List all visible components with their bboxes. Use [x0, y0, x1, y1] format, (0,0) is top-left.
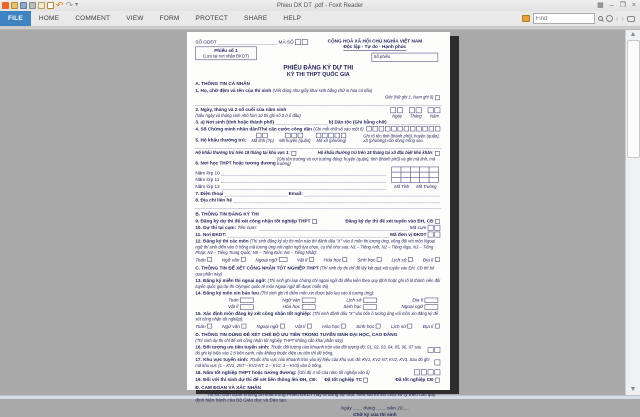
id-box[interactable]: [385, 126, 390, 131]
month-box[interactable]: [409, 107, 415, 113]
dotted-line[interactable]: [304, 192, 439, 196]
reserved-score-row-1: [195, 297, 441, 303]
subject-label: Lịch sử: [391, 257, 407, 263]
unit-code-box[interactable]: [435, 232, 441, 238]
pdf-page[interactable]: [187, 32, 450, 417]
reserve-label: Ngữ văn: [282, 297, 301, 303]
grad-year-box[interactable]: [428, 369, 434, 375]
window-title: Phieu DK DT .pdf - Foxit Reader: [276, 2, 364, 9]
subject-box[interactable]: [307, 324, 312, 329]
section-c-note: (Thí sinh dự thi chỉ để lấy kết quả xét tuyển vào ĐH, CĐ thì bỏ qua phần này): [195, 266, 435, 277]
month-box[interactable]: [416, 107, 422, 113]
search-icon[interactable]: [598, 16, 603, 21]
subject-label: Địa lí: [422, 257, 434, 263]
id-box[interactable]: [416, 126, 421, 131]
score-box[interactable]: [302, 304, 316, 309]
reserve-label: Hóa học: [282, 303, 301, 310]
layout-grid-icon[interactable]: ▦: [597, 2, 604, 9]
year-box[interactable]: [435, 107, 441, 113]
reserved-score-row-2: [195, 304, 441, 310]
quick-access-toolbar: [0, 2, 78, 9]
item8-label: 8. Địa chỉ liên hệ: [195, 197, 232, 203]
item15-note: (Thí sinh đánh dấu "X" vào bốn ô tương ứng với môn xin đăng ký để xét công nhận tốt nghiệp):: [195, 311, 439, 322]
subject-box[interactable]: [207, 324, 212, 329]
grade11-label: Năm lớp 11: [195, 177, 220, 183]
subject-box[interactable]: [435, 257, 440, 262]
dotted-line[interactable]: [225, 192, 287, 196]
id-box[interactable]: [435, 126, 440, 131]
subject-box[interactable]: [435, 324, 440, 329]
subject-box[interactable]: [341, 324, 346, 329]
item1-note: (Viết đúng như giấy khai sinh bằng chữ in hoa có dấu): [272, 88, 373, 93]
new-document-icon[interactable]: [47, 2, 54, 9]
subject-label: Vật lí: [296, 257, 308, 263]
subject-box[interactable]: [408, 324, 413, 329]
id-number-boxes: [366, 126, 441, 132]
commune-code-label: Mã xã (phường): [316, 138, 347, 144]
id-box[interactable]: [429, 126, 434, 131]
reserve-label: Địa lí: [412, 297, 424, 303]
reserve-label: Lịch sử: [346, 297, 362, 303]
section-a-heading: A. THÔNG TIN CÁ NHÂN: [195, 80, 250, 87]
id-box[interactable]: [423, 126, 428, 131]
qat-dropdown-icon[interactable]: ▾: [75, 2, 79, 8]
date-line: Ngày ....... tháng ....... năm 20.....: [340, 405, 409, 411]
scrollbar-thumb[interactable]: [627, 40, 640, 158]
item18-label: 18. Năm tốt nghiệp THPT hoặc tương đương:: [195, 370, 297, 376]
subject-box[interactable]: [241, 257, 246, 262]
school-code-cell[interactable]: [429, 177, 439, 183]
province-box[interactable]: [263, 133, 268, 138]
province-code-label: Mã tỉnh (Tp): [251, 138, 274, 144]
subject-box[interactable]: [309, 257, 314, 262]
dotted-line: [218, 41, 277, 45]
subject-label: Ngữ văn: [222, 323, 240, 329]
id-box[interactable]: [404, 126, 409, 131]
phieu-so-note: (Lưu tại nơi nhận ĐKDT): [203, 53, 249, 59]
item11-label: 11. Nơi ĐKDT:: [195, 231, 227, 237]
item6-note: (Ghi tên trường và nơi trường đóng: huyện (quận), tỉnh (thành phố) và ghi mã tỉnh, mã trường): [277, 156, 436, 167]
district-code-group: [279, 133, 310, 143]
unit-code-label: Mã đơn vị ĐKDT: [390, 231, 427, 237]
year-label: Năm: [430, 113, 439, 119]
subject-box[interactable]: [207, 257, 212, 262]
year-group: [428, 107, 442, 118]
dotted-line[interactable]: [276, 121, 328, 125]
section-b-heading: B. THÔNG TIN ĐĂNG KÝ THI: [195, 211, 259, 217]
tab-file[interactable]: FILE: [0, 11, 31, 26]
id-box[interactable]: [410, 126, 415, 131]
dotted-line[interactable]: [388, 121, 440, 125]
cd-grad-label: Đã tốt nghiệp CĐ: [395, 376, 434, 382]
cluster-code-box[interactable]: [428, 225, 434, 231]
item19-label: 19. Đối với thí sinh dự thi để xét liên thông lên ĐH, CĐ:: [195, 376, 318, 382]
section-d-note: (Thí sinh dự thi chỉ để xét công nhận tốt nghiệp THPT không cần khai phần này): [195, 338, 343, 343]
title-bar: [0, 0, 640, 11]
form-title-line2: KỲ THI THPT QUỐC GIA: [286, 71, 350, 78]
item13-label: 13. Đăng ký miễn thi ngoại ngữ:: [195, 277, 267, 284]
admission-purpose-box[interactable]: [435, 219, 440, 224]
commune-box[interactable]: [328, 133, 333, 138]
month-group: [409, 107, 423, 118]
dotted-line[interactable]: [221, 179, 386, 183]
score-box[interactable]: [240, 304, 254, 309]
subject-label: Ngoại ngữ: [255, 257, 278, 263]
item7-label: 7. Điện thoại: [195, 190, 224, 196]
item12-label: 12. Đăng ký thi các môn: [195, 238, 249, 244]
find-input[interactable]: [533, 13, 595, 24]
priority-box[interactable]: [428, 347, 434, 353]
item1-label: 1. Họ, chữ đệm và tên của thí sinh: [195, 87, 272, 93]
print-icon[interactable]: [29, 2, 36, 9]
tab-form[interactable]: FORM: [159, 15, 180, 22]
subject-checkbox-row-15: [195, 324, 441, 330]
dotted-line[interactable]: [259, 226, 409, 230]
subject-label: Hóa học: [322, 323, 340, 329]
restore-button[interactable]: ❐: [619, 2, 626, 9]
item9b-label: Đăng ký dự thi để xét tuyển vào ĐH, CĐ: [345, 218, 434, 224]
commune-box[interactable]: [341, 133, 346, 138]
minimize-button[interactable]: –: [609, 2, 614, 9]
subject-label: Vật lí: [294, 323, 306, 329]
dotted-line[interactable]: [221, 185, 386, 189]
undo-icon[interactable]: ↶: [56, 0, 64, 10]
find-options-icon[interactable]: [606, 15, 613, 22]
item17-label: 17. Khu vực tuyển sinh:: [195, 357, 249, 363]
code-box[interactable]: [295, 39, 301, 45]
item9a-label: 9. Đăng ký dự thi để xét công nhận tốt nghiệp THPT: [195, 218, 311, 224]
dotted-line[interactable]: [228, 233, 389, 237]
subject-label: Toán: [195, 323, 206, 329]
subject-box[interactable]: [377, 257, 382, 262]
district-box[interactable]: [298, 133, 303, 138]
item10-label: 10. Dự thi tại cụm:: [195, 224, 237, 231]
score-box[interactable]: [425, 298, 439, 303]
id-box[interactable]: [391, 126, 396, 131]
tab-comment[interactable]: COMMENT: [75, 15, 111, 22]
commune-box[interactable]: [316, 133, 321, 138]
so-phieu-label: Số phiếu: [373, 54, 391, 60]
subject-box[interactable]: [408, 257, 413, 262]
subject-checkbox-row-12: [195, 257, 441, 263]
item2-note: (Nếu ngày và tháng sinh nhỏ hơn 10 thì ghi số 0 ở ô đầu): [195, 113, 301, 118]
grad-year-box[interactable]: [421, 369, 427, 375]
district-code-label: Mã huyện (quận): [279, 138, 311, 144]
reserve-label: Sinh học: [343, 303, 362, 310]
open-file-icon[interactable]: [11, 2, 18, 9]
redo-icon[interactable]: ↷: [65, 0, 74, 10]
scroll-down-icon[interactable]: ▼: [629, 386, 637, 393]
school-code-grid: [392, 167, 441, 189]
tab-home[interactable]: HOME: [38, 15, 60, 22]
province-code-group: [251, 133, 273, 143]
item6-label: 6. Nơi học THPT hoặc tương đương: [195, 160, 276, 166]
item13-note: (Thí sinh ghi loại chứng chỉ ngoại ngữ đủ điều kiện theo quy định hoặc ghi rõ là thành viên đội tuyển quốc gia dự thi Olympic quốc tế môn Ngoại ngữ để được miễn thi): [195, 278, 441, 289]
reserve-label: Ngoại ngữ: [401, 303, 424, 310]
grade10-label: Năm lớp 10: [195, 170, 220, 176]
so-gddt-label: SỐ GDĐT: [195, 39, 217, 45]
subject-box[interactable]: [242, 324, 247, 329]
province-box[interactable]: [256, 133, 261, 138]
item4-label: 4. Số Chứng minh nhân dân/Thẻ căn cước công dân: [195, 126, 313, 132]
name-entry-line[interactable]: [195, 101, 441, 106]
document-canvas[interactable]: [0, 30, 640, 417]
id-box[interactable]: [398, 126, 403, 131]
search-folder-icon[interactable]: [522, 15, 530, 22]
item5-note: Ghi rõ tên tỉnh (thành phố), huyện (quận), xã (phường) vào dòng trống sau: [363, 133, 440, 144]
form-title-line1: PHIẾU ĐĂNG KÝ DỰ THI: [283, 64, 354, 71]
subject-label: Toán: [195, 257, 206, 263]
national-motto-1: CỘNG HOÀ XÃ HỘI CHỦ NGHĨA VIỆT NAM: [327, 38, 423, 44]
ribbon-tab-bar: [0, 11, 640, 27]
province-code-header: Mã Tỉnh: [394, 184, 410, 190]
score-box[interactable]: [240, 298, 254, 303]
find-previous-icon[interactable]: ‹: [615, 13, 619, 23]
tab-view[interactable]: VIEW: [126, 15, 144, 22]
subject-label: Hóa học: [323, 257, 342, 263]
reserve-label: Vật lí: [227, 303, 239, 310]
commune-box[interactable]: [322, 133, 327, 138]
item14-note: (Thí sinh ghi rõ điểm môn xin được bảo lưu vào ô tương ứng):: [260, 290, 375, 296]
contact-entry-line[interactable]: [195, 204, 441, 209]
item3a-label: 3. a) Nơi sinh (tỉnh hoặc thành phố): [195, 119, 275, 125]
subject-label: Ngoại ngữ: [256, 323, 279, 329]
item17-note: Thuộc khu vực nào khoanh tròn vào ký hiệu của khu vực đó: KV1, KV2-NT, KV2, KV3. Sau đó ghi mã khu vực (1 – KV1, 2NT – KV2-NT, 2 – KV2, 3 – KV3) vào ô trống.: [195, 357, 430, 368]
subject-box[interactable]: [280, 324, 285, 329]
id-box[interactable]: [373, 126, 378, 131]
tab-help[interactable]: HELP: [283, 15, 302, 22]
unit-code-box[interactable]: [428, 232, 434, 238]
dotted-line[interactable]: [234, 199, 440, 203]
item12-note: (Thí sinh đăng ký dự thi môn nào thì đánh dấu "X" vào ô môn thi tương ứng, riêng đối với môn Ngoại ngữ thí sinh điền vào ô trống mã tương ứng với ngôn ngữ lựa chọn, cụ thể như sau: N1 – Tiếng Anh, N2 – Tiếng Nga, N3 – Tiếng Pháp; N4 – Tiếng Trung Quốc; N5 – Tiếng Đức; N6 – Tiếng Nhật):: [195, 238, 435, 256]
find-next-icon[interactable]: ›: [621, 13, 624, 23]
ma-so-label: MÃ SỐ: [278, 39, 294, 45]
subject-label: Địa lí: [422, 323, 434, 329]
section-e-heading: Đ. CAM ĐOAN VÀ XÁC NHẬN: [195, 385, 261, 391]
grad-year-box[interactable]: [435, 369, 441, 375]
residence-zone1-label: Hộ khẩu thường trú trên 18 tháng tại khu vực 1:: [195, 150, 290, 156]
save-icon[interactable]: [20, 2, 27, 9]
dotted-line[interactable]: [221, 172, 386, 176]
tc-grad-box[interactable]: [364, 378, 369, 383]
vertical-scrollbar[interactable]: [625, 30, 640, 395]
close-button[interactable]: ×: [631, 2, 636, 9]
district-box[interactable]: [292, 133, 297, 138]
commune-code-group: [316, 133, 347, 143]
foxit-logo-icon[interactable]: [2, 2, 9, 9]
tab-protect[interactable]: PROTECT: [195, 15, 229, 22]
gender-label: Giới (Nữ ghi 1, Nam ghi 0): [384, 94, 434, 100]
item2-label: 2. Ngày, tháng và 2 số cuối của năm sinh: [195, 106, 287, 113]
cluster-name-label: Tên cụm:: [237, 224, 257, 231]
subject-label: Sinh học: [357, 257, 376, 263]
residence-zone1-box[interactable]: [291, 151, 296, 156]
score-box[interactable]: [302, 298, 316, 303]
signature-label: Chữ ký của thí sinh: [353, 411, 397, 417]
address-entry-line[interactable]: [195, 144, 441, 149]
section-d-heading: D. THÔNG TIN DÙNG ĐỂ XÉT CHẾ ĐỘ ƯU TIÊN TRONG TUYỂN SINH ĐẠI HỌC, CAO ĐẲNG: [195, 332, 398, 338]
item15-label: 15. Xác định môn đăng ký xét công nhận tốt nghiệp:: [195, 310, 312, 316]
priority-box[interactable]: [435, 347, 441, 353]
graduation-purpose-box[interactable]: [312, 219, 317, 224]
day-box[interactable]: [397, 107, 403, 113]
day-box[interactable]: [390, 107, 396, 113]
comment-bubble-icon[interactable]: [627, 16, 635, 22]
email-label: Email:: [288, 190, 303, 196]
phieu-so-box: [195, 47, 256, 61]
score-box[interactable]: [363, 298, 377, 303]
district-box[interactable]: [285, 133, 290, 138]
subject-label: Lịch sử: [390, 323, 407, 329]
email-icon[interactable]: [38, 2, 45, 9]
subject-label: Ngữ văn: [221, 257, 240, 263]
tc-grad-label: Đã tốt nghiệp TC: [324, 376, 362, 382]
id-box[interactable]: [379, 126, 384, 131]
code-box[interactable]: [302, 39, 308, 45]
region-box[interactable]: [435, 360, 441, 366]
year-box[interactable]: [428, 107, 434, 113]
reserve-label: Toán: [228, 297, 239, 303]
grade12-label: Năm lớp 12: [195, 183, 220, 190]
subject-box[interactable]: [376, 324, 381, 329]
item16-label: 16. Đối tượng ưu tiên tuyển sinh:: [195, 344, 270, 350]
item16-note: Thuộc đối tượng nào khoanh tròn vào đối tượng đó: 01, 02, 03, 04, 05, 06, 07 sau đó ghi ký hiệu vào 2 ô bên cạnh, nếu không thuộc diện ưu tiên thì để trống.: [195, 345, 422, 356]
phieu-so-title: Phiếu số 1: [214, 47, 238, 53]
day-label: Ngày: [392, 113, 402, 119]
item18-note: (Ghi đủ 4 số của năm tốt nghiệp vào ô): [297, 370, 370, 376]
subject-box[interactable]: [279, 257, 287, 262]
tab-share[interactable]: SHARE: [244, 15, 268, 22]
pledge-text: Tôi xin cam đoan những lời khai trong Phiếu ĐKDT này là đúng sự thật. Nếu sai tôi xin chịu xử lý theo các quy định hiện hành của Bộ Giáo dục và Đào tạo.: [195, 391, 436, 403]
item3b-label: b) Dân tộc (Ghi bằng chữ): [328, 119, 387, 125]
cluster-code-label: Mã cụm: [409, 224, 427, 231]
residence-hardship-label: Hộ khẩu thường trú trên 18 tháng tại xã đặc biệt khó khăn:: [317, 150, 434, 156]
form-content: [187, 32, 450, 417]
item4-note: (Ghi mỗi chữ số vào một ô): [313, 126, 364, 132]
score-box[interactable]: [425, 304, 439, 309]
section-c-heading: C. THÔNG TIN ĐỂ XÉT CÔNG NHẬN TỐT NGHIỆP THPT: [195, 265, 319, 271]
score-box[interactable]: [363, 304, 377, 309]
month-label: Tháng: [409, 113, 422, 119]
subject-label: Sinh học: [356, 323, 375, 329]
cluster-code-box[interactable]: [435, 225, 441, 231]
commune-box[interactable]: [334, 133, 339, 138]
residence-hardship-box[interactable]: [435, 151, 440, 156]
day-group: [390, 107, 404, 118]
item14-label: 14. Đăng ký môn xin bảo lưu: [195, 290, 260, 296]
subject-box[interactable]: [343, 257, 348, 262]
school-code-header: Mã Trường: [416, 184, 437, 190]
national-motto-2: Độc lập - Tự do - Hạnh phúc: [343, 43, 407, 50]
cd-grad-box[interactable]: [435, 378, 440, 383]
grad-year-box[interactable]: [414, 369, 420, 375]
gender-box[interactable]: [435, 95, 440, 100]
scroll-up-icon[interactable]: ▲: [629, 31, 637, 38]
id-box[interactable]: [366, 126, 371, 131]
item5-label: 5. Hộ khẩu thường trú:: [195, 137, 247, 143]
